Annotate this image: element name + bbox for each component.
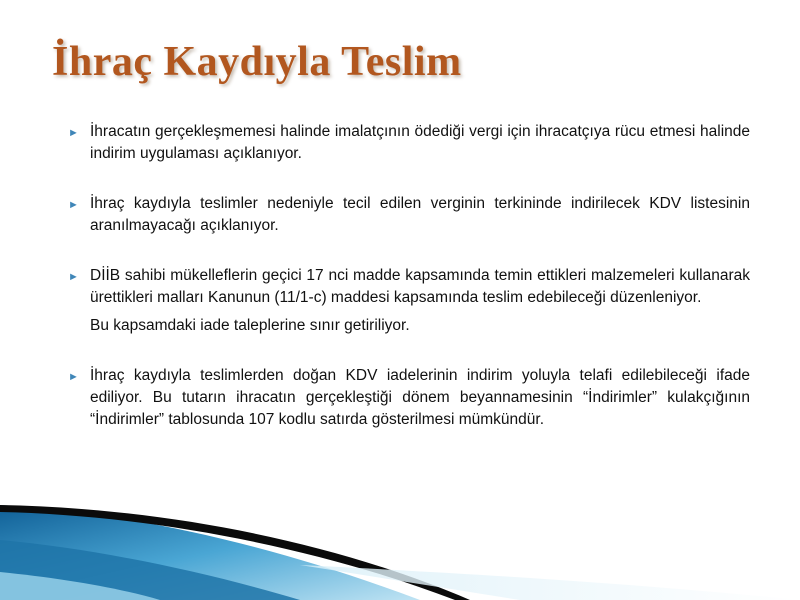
- bullet-text: DİİB sahibi mükelleflerin geçici 17 nci madde kapsamında temin ettikleri malzemeleri kullanarak ürettikleri malları Kanunun (11/1-c) maddesi kapsamında teslim edebileceği düzenleniyor.: [90, 267, 750, 306]
- bullet-text: İhracatın gerçekleşmemesi halinde imalatçının ödediği vergi için ihracatçıya rücu etmesi halinde indirim uygulaması açıklanıyor.: [90, 123, 750, 162]
- bullet-item: [66, 265, 750, 309]
- bullet-arrow-icon: ►: [68, 127, 79, 139]
- bullet-item: [66, 193, 750, 237]
- bullet-arrow-icon: ►: [68, 371, 79, 383]
- bullet-continuation-text: Bu kapsamdaki iade taleplerine sınır getiriliyor.: [90, 317, 410, 334]
- bullet-item: [66, 121, 750, 165]
- slide-title: İhraç Kaydıyla Teslim: [52, 39, 462, 85]
- bullet-item: [66, 365, 750, 431]
- slide-body: [66, 121, 750, 431]
- bullet-text: İhraç kaydıyla teslimler nedeniyle tecil edilen verginin terkininde indirilecek KDV listesinin aranılmayacağı açıklanıyor.: [90, 195, 750, 234]
- bullet-arrow-icon: ►: [68, 199, 79, 211]
- bullet-arrow-icon: ►: [68, 271, 79, 283]
- bullet-text: İhraç kaydıyla teslimlerden doğan KDV iadelerinin indirim yoluyla telafi edilebileceği ifade ediliyor. Bu tutarın ihracatın gerçekleştiği dönem beyannamesinin “İndirimler” kulakçığının “İndirimler” tablosunda 107 kodlu satırda gösterilmesi mümkündür.: [90, 367, 750, 428]
